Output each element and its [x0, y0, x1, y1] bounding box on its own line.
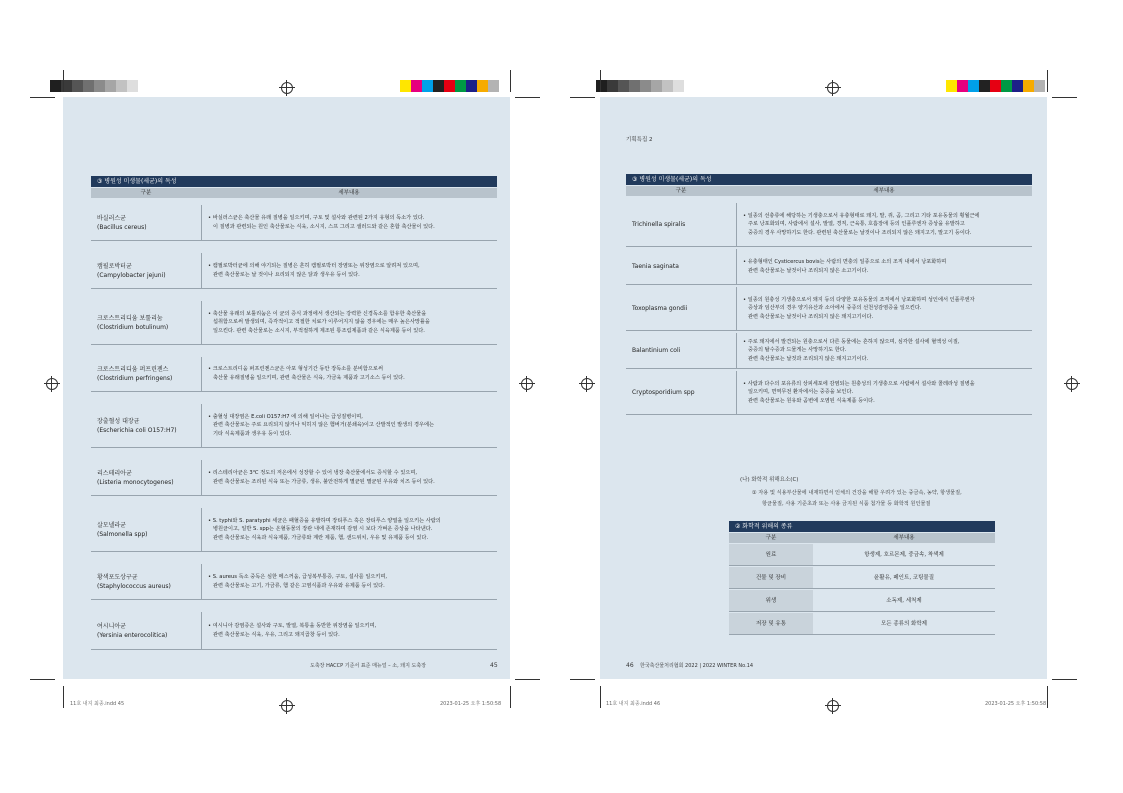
- parasite-detail: [736, 333, 1032, 368]
- table-row: [91, 357, 497, 392]
- detail-line: • 유충형태인 Cysticercus bovis는 사람의 면충의 일종으로 소의 조직 내에서 낭포화하며: [743, 258, 947, 265]
- chem-table-header: [729, 533, 995, 543]
- detail-line: 병원균이고, 일반 S. spp는 온혈동물의 장관 내에 존재하며 감염 시 보다 가벼운 증상을 나타낸다.: [213, 526, 433, 533]
- chem-category: 원료: [729, 544, 813, 565]
- chem-category: 위생: [729, 590, 813, 611]
- pathogen-name: [91, 357, 201, 391]
- parasite-detail: [736, 287, 1032, 330]
- detail-line: 관련 축산물로는 날것이나 조리되지 않은 소고기이다.: [748, 267, 869, 274]
- crop-mark: [510, 70, 511, 92]
- running-head: 기획특집 2: [626, 137, 653, 143]
- detail-line: • 출혈성 대장염은 E.coli O157:H7 에 의해 일어나는 급성질병이며,: [208, 413, 363, 420]
- color-bar-right-cmyk: [946, 80, 1045, 92]
- detail-line: • 사람과 다수의 포유류의 상피세포에 감염되는 원충성의 기생충으로 사람에서 설사와 콜레라성 질병을: [743, 380, 975, 387]
- parasite-name: Taenia saginata: [632, 263, 679, 270]
- color-swatch: [477, 80, 488, 92]
- korean-name: 크로스트리디움 보툴리눔: [97, 314, 163, 322]
- crop-mark: [1052, 679, 1077, 680]
- detail-line: • 크로스트리디움 퍼프린젠스균은 아포 형성기간 동안 장독소를 분비함으로써: [208, 366, 383, 373]
- crop-mark: [515, 97, 540, 98]
- chem-row: [729, 567, 995, 589]
- detail-line: • 축산물 유래의 보툴리눔은 이 균의 증식 과정에서 생산되는 강력한 신경독소를 함유한 축산물을: [208, 310, 427, 317]
- color-swatch: [50, 80, 61, 92]
- color-swatch: [1012, 80, 1023, 92]
- detail-line: 관련 축산물로는 날것과 조리되지 않은 돼지고기이다.: [748, 355, 869, 362]
- col-head-detail: 세부내용: [873, 188, 895, 194]
- pathogen-name: [91, 301, 201, 344]
- chem-detail: 모든 종류의 화학제: [880, 621, 927, 627]
- parasite-detail: [736, 203, 1032, 246]
- slug-file: 11호 내지 최종.indd 45: [70, 701, 125, 707]
- color-swatch: [946, 80, 957, 92]
- color-swatch: [1023, 80, 1034, 92]
- chem-row: [729, 590, 995, 612]
- chem-category: 저장 및 유통: [729, 613, 813, 634]
- chem-detail: 항생제, 호르몬제, 중금속, 착색제: [864, 552, 944, 558]
- pathogen-detail: [201, 357, 497, 391]
- scientific-name: (Staphylococcus aureus): [97, 582, 171, 590]
- detail-line: 관련 축산물로는 원유와 곰변에 오염된 식육제품 등이다.: [748, 397, 875, 404]
- color-swatch: [596, 80, 607, 92]
- scientific-name: (Bacillus cereus): [97, 223, 147, 231]
- chem-heading: (나) 화학적 위해요소(C): [740, 477, 799, 483]
- detail-line: • 캠필로박터균에 의해 야기되는 질병은 흔히 캠필로박터 장염또는 위장염으로 알려져 있으며,: [208, 262, 420, 269]
- table-row: [626, 287, 1032, 331]
- korean-name: 살모넬라균: [97, 521, 126, 529]
- parasite-name: Balantinium coli: [632, 347, 681, 354]
- table-row: [91, 205, 497, 241]
- color-swatch: [673, 80, 684, 92]
- detail-line: 관련 축산물로는 조리된 식육 또는 가금류, 생유, 불안전하게 멸균된 멸균된 우유와 치즈 등이 있다.: [213, 478, 435, 485]
- pathogen-detail: [201, 508, 497, 551]
- color-swatch: [1001, 80, 1012, 92]
- korean-name: 장출혈성 대장균: [97, 417, 140, 425]
- slug-date: 2023-01-25 오후 1:50:58: [985, 701, 1047, 707]
- scientific-name: (Clostridium botulinum): [97, 323, 169, 331]
- color-swatch: [83, 80, 94, 92]
- pathogen-name: [91, 564, 201, 599]
- crop-mark: [30, 679, 55, 680]
- pathogen-detail: [201, 205, 497, 240]
- footer-text: 한국축산물처리협회 2022 | 2022 WINTER No.14: [640, 663, 754, 669]
- col-head-category: 구분: [140, 190, 152, 196]
- korean-name: 캠필로박터균: [97, 262, 132, 270]
- crop-mark: [570, 97, 595, 98]
- korean-name: 여시니아균: [97, 622, 126, 630]
- crop-mark: [63, 70, 64, 92]
- registration-mark-icon: [46, 378, 58, 390]
- korean-name: 리스테리아균: [97, 469, 132, 477]
- color-swatch: [990, 80, 1001, 92]
- color-swatch: [640, 80, 651, 92]
- color-swatch: [72, 80, 83, 92]
- registration-mark-icon: [827, 82, 839, 94]
- registration-mark-icon: [1066, 378, 1078, 390]
- color-swatch: [629, 80, 640, 92]
- table-row: [91, 301, 497, 345]
- table-row: [91, 404, 497, 448]
- col-head-category: 구분: [675, 188, 687, 194]
- detail-line: • 주로 돼지에서 발견되는 원충으로서 다른 동물에는 흔하지 않으며, 심각한 설사에 혈액성 이질,: [743, 338, 960, 345]
- crop-mark: [30, 97, 55, 98]
- detail-line: 관련 축산물로는 날것이나 조리되지 않은 돼지고기이다.: [748, 313, 874, 320]
- parasite-name: Cryptosporidium spp: [632, 389, 695, 396]
- color-swatch: [127, 80, 138, 92]
- detail-line: • S. typhi와 S. paratyphi 세균은 패혈증을 유발하며 장티푸스 혹은 장티푸스 양열을 일으키는 사람의: [208, 517, 441, 524]
- registration-mark-icon: [281, 82, 293, 94]
- detail-line: 주로 낭포화되며, 사람에서 설사, 발열, 경직, 근육통, 호흡장애 등의 인플루엔자 증상을 유발하고: [748, 221, 965, 228]
- chem-line: 항균물질, 사용 기준초과 또는 사용 금지된 식품 첨가물 등 화학적 원인물질: [762, 501, 931, 507]
- crop-mark: [1052, 97, 1077, 98]
- detail-line: 일으키며, 면역무전 환자에서는 중증을 보인다.: [748, 389, 854, 396]
- parasite-detail: [736, 249, 1032, 284]
- color-swatch: [116, 80, 127, 92]
- detail-line: • 일종의 선충류에 해당하는 기생충으로서 유충형태로 돼지, 말, 쥐, 곰, 그리고 기타 포유동물의 횡월근에: [743, 212, 980, 219]
- detail-line: 관련 축산물로는 날 것이나 요리되지 않은 닭과 생우유 등이 있다.: [213, 271, 360, 278]
- korean-name: 황색포도상구균: [97, 573, 138, 581]
- pathogen-name: [91, 205, 201, 240]
- detail-line: • S. aureus 독소 중독은 심한 메스꺼움, 급성복부통증, 구토, 설사를 일으키며,: [208, 573, 388, 580]
- pathogen-name: [91, 508, 201, 551]
- color-swatch: [618, 80, 629, 92]
- color-swatch: [105, 80, 116, 92]
- color-swatch: [444, 80, 455, 92]
- registration-mark-icon: [827, 700, 839, 712]
- detail-line: 중증의 경우 사망하기도 한다. 관련된 축산물로는 날것이나 조리되지 않은 돼지고기, 말고기 등이다.: [748, 229, 972, 236]
- color-swatch: [957, 80, 968, 92]
- page-number: 46: [626, 662, 634, 669]
- scientific-name: (Yersinia enterocolitica): [97, 631, 168, 639]
- section-title: ③ 병원성 미생물(세균)의 독성: [626, 174, 1032, 185]
- detail-line: 기타 식육제품과 생우유 등이 있다.: [213, 430, 292, 437]
- chem-detail: 윤활유, 페인트, 코팅물질: [873, 575, 935, 581]
- detail-line: 섭취함으로써 발생되며, 즉각적이고 적절한 치료가 이루어지지 않을 경우에는 매우 높은사망률을: [213, 319, 430, 326]
- table-row: [91, 612, 497, 650]
- detail-line: 축산물 유래질병을 일으키며, 관련 축산물은 식육, 가금육 제품과 고기소스 등이 있다.: [213, 375, 405, 381]
- table-row: [91, 253, 497, 289]
- crop-mark: [600, 70, 601, 92]
- color-bar-right: [596, 80, 684, 92]
- color-swatch: [662, 80, 673, 92]
- crop-mark: [63, 686, 64, 708]
- detail-line: 관련 축산물로는 식육과 식육제품, 가금류와 계란 제품, 햄, 샌드위치, 우유 및 유제품 등이 있다.: [213, 534, 429, 541]
- color-bar-left-cmyk: [400, 80, 499, 92]
- chem-category: 건물 및 장비: [729, 567, 813, 588]
- registration-mark-icon: [521, 378, 533, 390]
- pathogen-detail: [201, 612, 497, 649]
- table-row: [91, 460, 497, 496]
- detail-line: • 여시니아 감염증은 설사와 구토, 발열, 복통을 동반한 위장염을 일으키며,: [208, 622, 377, 629]
- table-row: [626, 371, 1032, 415]
- table-row: [91, 508, 497, 552]
- registration-mark-icon: [281, 700, 293, 712]
- chem-description: [752, 488, 962, 510]
- color-swatch: [422, 80, 433, 92]
- pathogen-detail: [201, 404, 497, 447]
- chem-line: ① 자용 및 식용부산물에 내재하면서 인체의 건강을 해할 우려가 있는 중금속, 농약, 항생물질,: [752, 490, 962, 496]
- slug-date: 2023-01-25 오후 1:50:58: [440, 701, 502, 707]
- table-header: [626, 186, 1032, 196]
- chem-detail: 소독제, 세척제: [886, 598, 922, 604]
- pathogen-detail: [201, 564, 497, 599]
- detail-line: • 바실러스균은 축산물 유래 질병을 일으키며, 구토 및 설사와 관련된 2가지 유형의 독소가 있다.: [208, 214, 425, 221]
- detail-line: • 리스테리아균은 3℃ 정도의 저온에서 성장할 수 있어 냉장 축산물에서도 증식할 수 있으며,: [208, 469, 418, 476]
- detail-line: 관련 축산물로는 식육, 우유, 그리고 돼지곱창 등이 있다.: [213, 631, 340, 638]
- color-swatch: [400, 80, 411, 92]
- color-swatch: [433, 80, 444, 92]
- pathogen-detail: [201, 301, 497, 344]
- detail-line: 관련 축산물로는 주로 요리되지 않거나 익히지 않은 햄버거(분쇄육)이고 산발적인 발생의 경우에는: [213, 422, 434, 429]
- table-header: [91, 188, 497, 198]
- pathogen-detail: [201, 253, 497, 288]
- color-swatch: [1034, 80, 1045, 92]
- parasite-detail: [736, 371, 1032, 414]
- korean-name: 바실러스균: [97, 214, 126, 222]
- pathogen-name: [91, 612, 201, 649]
- slug-file: 11호 내지 최종.indd 46: [606, 701, 661, 707]
- chem-row: [729, 613, 995, 635]
- footer-text: 도축장 HACCP 기준서 표준 매뉴얼 – 소, 돼지 도축장: [310, 663, 427, 669]
- scientific-name: (Salmonella spp): [97, 530, 148, 538]
- crop-mark: [1047, 70, 1048, 92]
- color-swatch: [94, 80, 105, 92]
- color-swatch: [488, 80, 499, 92]
- color-swatch: [979, 80, 990, 92]
- detail-line: 이 질병과 관련되는 원인 축산물로는 식육, 소시지, 스프 그리고 샐러드와 같은 혼합 축산물이 있다.: [213, 223, 435, 230]
- pathogen-detail: [201, 460, 497, 495]
- chem-col-head-detail: 세부내용: [893, 535, 915, 541]
- crop-mark: [600, 686, 601, 708]
- korean-name: 크로스트리디움 퍼프린젠스: [97, 366, 169, 373]
- color-swatch: [607, 80, 618, 92]
- chem-row: [729, 544, 995, 566]
- detail-line: 일으킨다. 관련 축산물로는 소시지, 부적절하게 제조된 통조림제품과 같은 식육제품 등이 있다.: [213, 327, 425, 334]
- table-row: [626, 333, 1032, 369]
- detail-line: • 일종의 원충성 기생충으로서 돼지 등의 다양한 포유동물의 조직에서 낭포화하며 성인에서 인플루엔자: [743, 296, 975, 303]
- color-swatch: [411, 80, 422, 92]
- detail-line: 중증의 탈수증과 드물게는 사망하기도 한다.: [748, 347, 847, 354]
- registration-mark-icon: [581, 378, 593, 390]
- color-swatch: [968, 80, 979, 92]
- pathogen-name: [91, 253, 201, 288]
- crop-mark: [570, 679, 595, 680]
- table-row: [626, 203, 1032, 247]
- detail-line: 증상과 임산부의 경우 양기유산과 소아에서 중증의 선천성감염증을 일으킨다.: [748, 305, 922, 312]
- color-swatch: [466, 80, 477, 92]
- color-swatch: [455, 80, 466, 92]
- pathogen-name: [91, 404, 201, 447]
- detail-line: 관련 축산물로는 고기, 가금류, 햄 같은 고염식품과 우유와 유제품 등이 있다.: [213, 582, 385, 589]
- parasite-name: Toxoplasma gondii: [632, 305, 688, 312]
- chem-table-title: ② 화학적 위해의 종류: [729, 521, 995, 532]
- section-title: ③ 병원성 미생물(세균)의 독성: [91, 176, 497, 187]
- chem-col-head-category: 구분: [765, 535, 777, 541]
- scientific-name: (Clostridium perfringens): [97, 375, 173, 382]
- color-swatch: [651, 80, 662, 92]
- table-row: [626, 249, 1032, 285]
- parasite-name: Trichinella spiralis: [632, 221, 686, 228]
- crop-mark: [510, 686, 511, 708]
- col-head-detail: 세부내용: [338, 190, 360, 196]
- crop-mark: [515, 679, 540, 680]
- scientific-name: (Escherichia coli O157:H7): [97, 426, 177, 434]
- scientific-name: (Campylobacter jejuni): [97, 271, 166, 279]
- scientific-name: (Listeria monocytogenes): [97, 478, 174, 486]
- table-row: [91, 564, 497, 600]
- crop-mark: [1047, 686, 1048, 708]
- pathogen-name: [91, 460, 201, 495]
- page-number: 45: [490, 662, 498, 669]
